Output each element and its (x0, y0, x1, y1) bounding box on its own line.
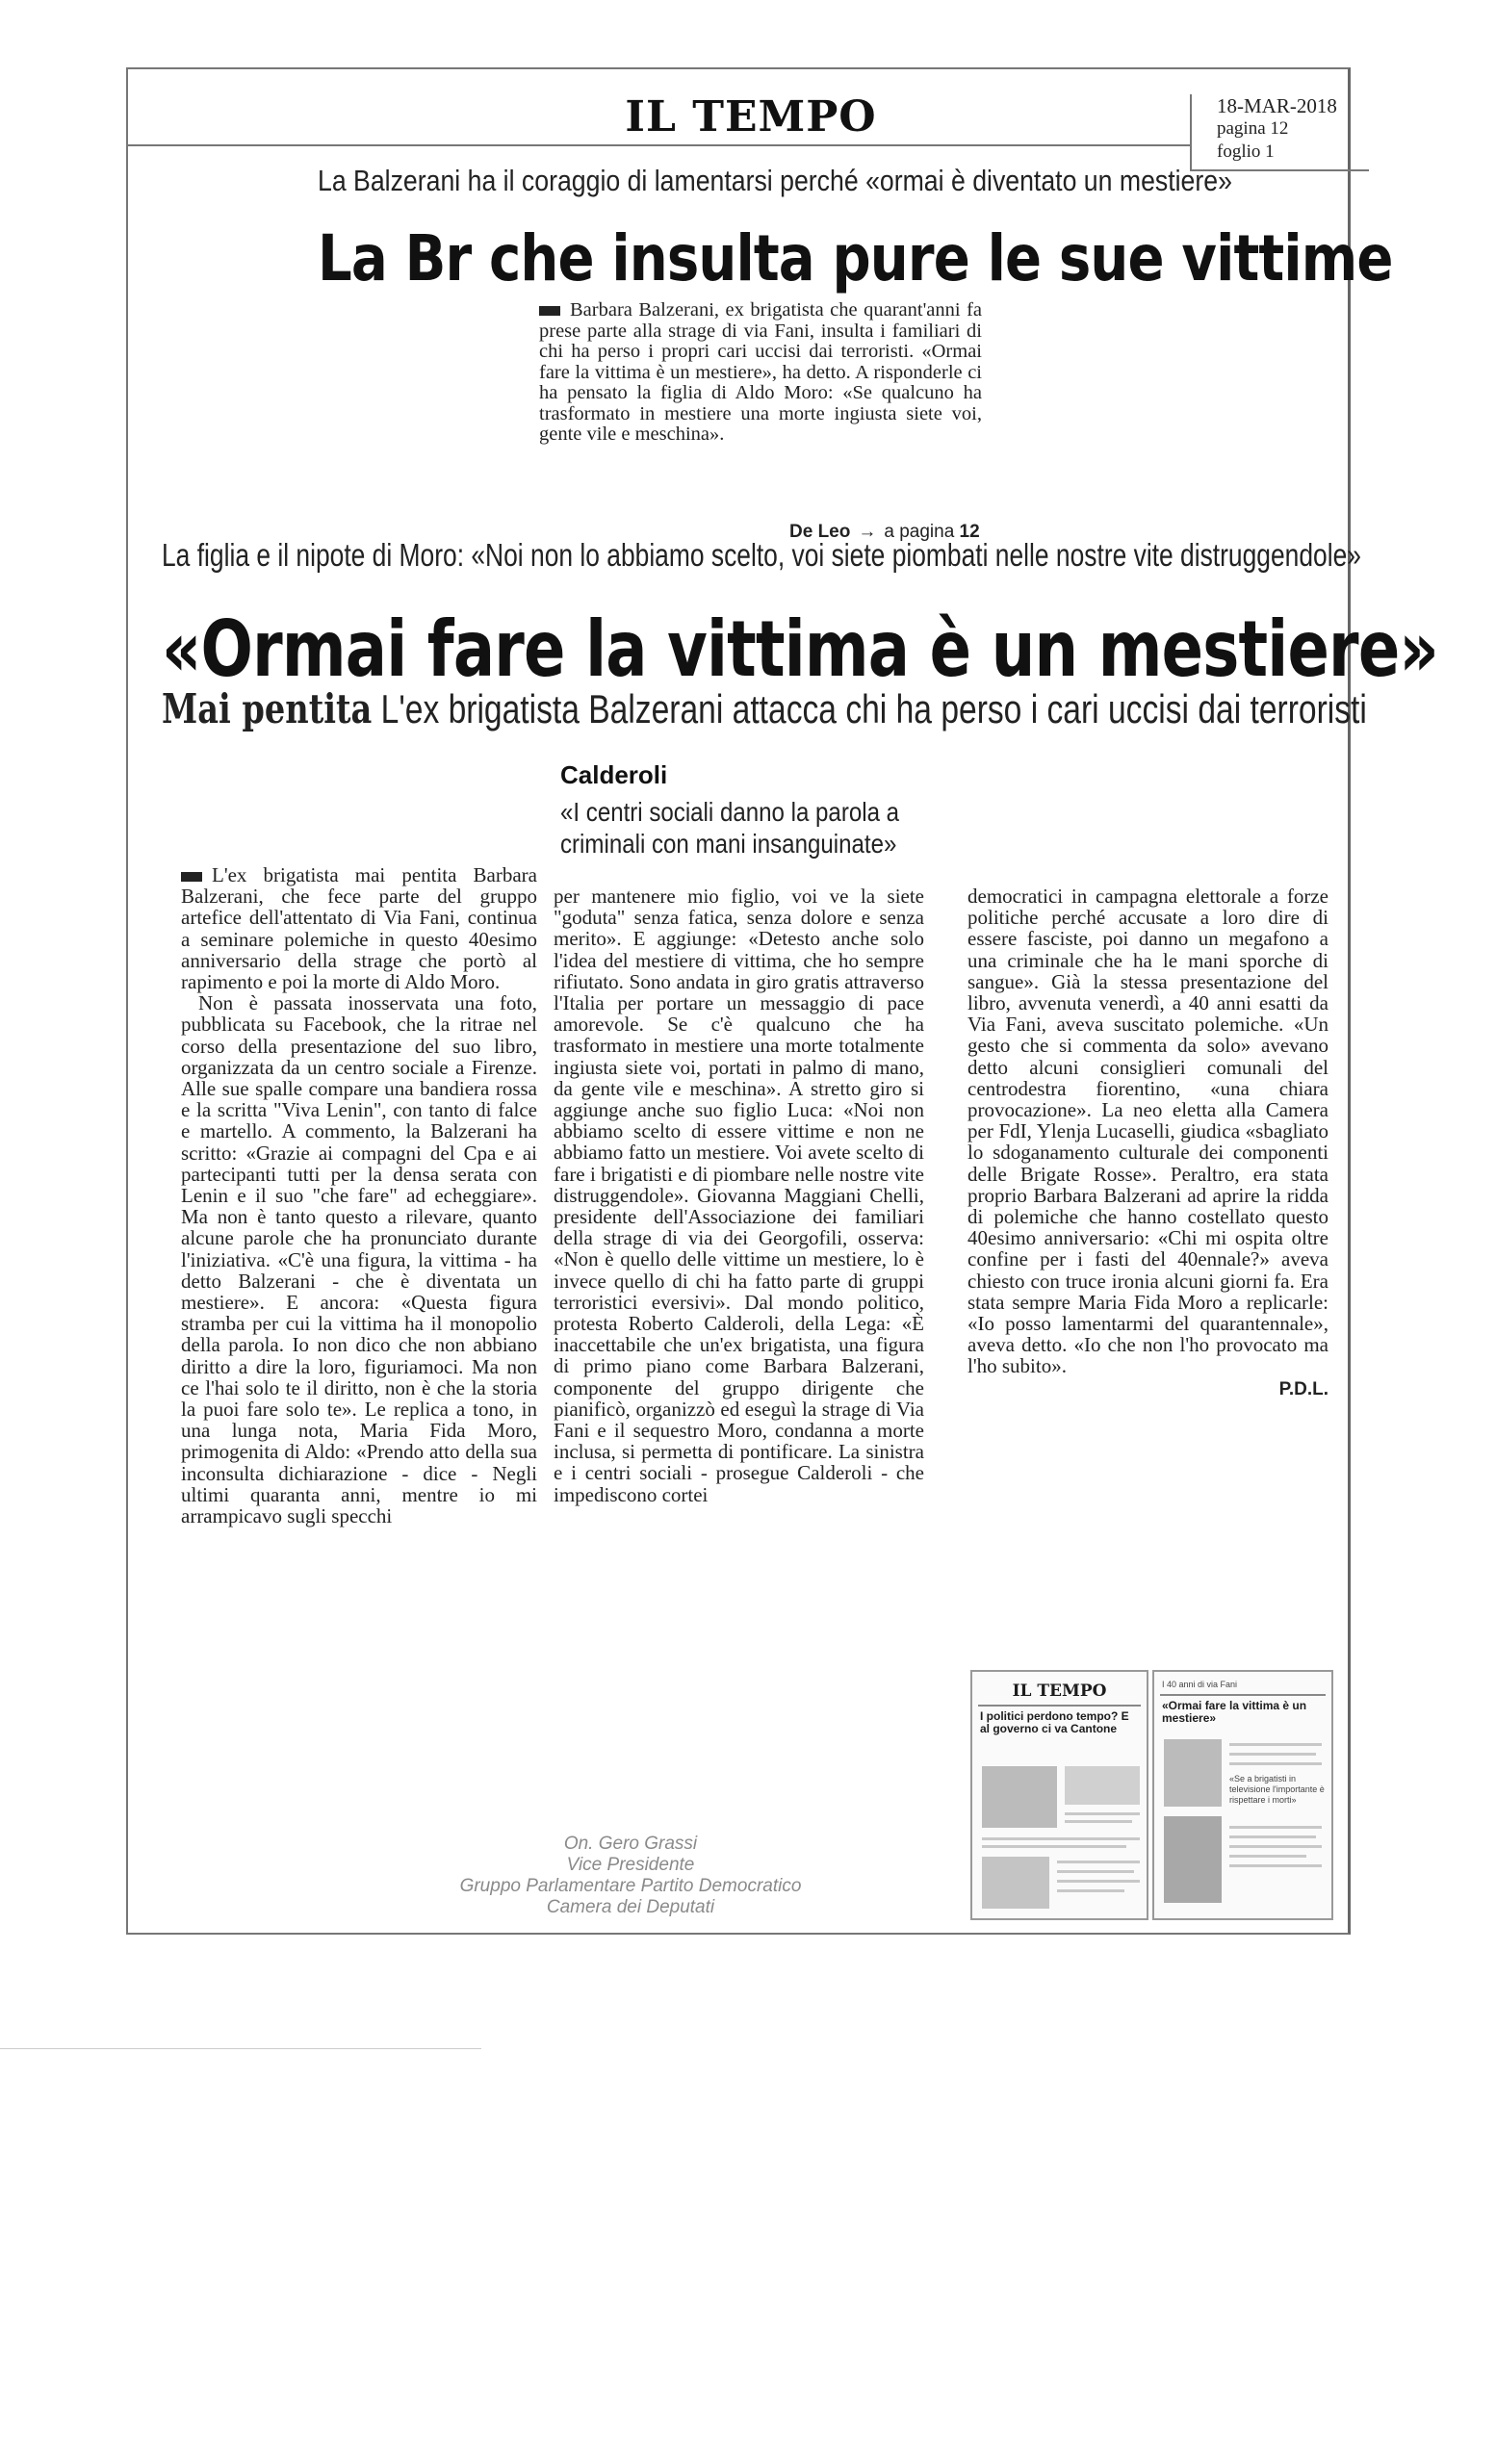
clipping-sheet: foglio 1 (1217, 141, 1275, 162)
paragraph: Non è passata inosservata una foto, pubblicata su Facebook, che la ritrae nel corso della presentazione del suo libro, organizzata da un centro sociale a Firenze. Alle sue spalle compare una bandiera rossa e la scritta "Viva Lenin", con tanto di falce e martello. A commento, la Balzerani ha scritto: «Grazie ai compagni del Cpa e ai partecipanti tutti per la densa serata con Lenin e il suo "che fare" ad echeggiare». Ma non è tanto questo a rilevare, quanto alcune parole che ha pronunciato durante l'iniziativa. «C'è una figura, la vittima - ha detto Balzerani - che è diventata un mestiere». E ancora: «Questa figura stramba per cui la vittima ha il monopolio della parola. Io non dico che non abbiano diritto a dire la loro, figuriamoci. Ma non ce l'hai solo te il diritto, non è che la storia la puoi fare solo te». Le replica a tono, in una lunga nota, Maria Fida Moro, primogenita di Aldo: «Prendo atto della sua inconsulta dichiarazione - dice - Negli ultimi quaranta anni, mentre io mi arrampicavo sugli specchi (181, 991, 537, 1528)
article1-intro (539, 300, 982, 446)
text-line (1229, 1753, 1316, 1756)
text-line (1229, 1743, 1322, 1746)
article1-intro-text: Barbara Balzerani, ex brigatista che quarant'anni fa prese parte alla strage di via Fani, insulta i familiari di chi ha perso i propri cari uccisi dai terroristi. «Ormai fare la vittima è un mestiere», ha detto. A risponderle ci ha pensato la figlia di Aldo Moro: «Se qualcuno ha trasformato in mestiere una morte ingiusta siete voi, gente vile e meschina». (539, 299, 982, 445)
thumbnail-headline: «Ormai fare la vittima è un mestiere» (1162, 1699, 1307, 1725)
divider (1160, 1694, 1326, 1696)
text-line (1229, 1855, 1306, 1858)
bullet-square-icon (539, 306, 560, 316)
page-thumbnail-front (970, 1670, 1148, 1920)
stamp-line: On. Gero Grassi (563, 1834, 698, 1854)
pullquote-text: «I centri sociali danno la parola a criminali con mani insanguinate» (560, 797, 900, 859)
article1-ref-page: 12 (959, 522, 980, 542)
text-line (1057, 1889, 1124, 1892)
clipping-page: pagina 12 (1217, 118, 1289, 139)
text-line (1229, 1762, 1322, 1765)
thumbnail-photo (982, 1857, 1049, 1909)
header-rule (126, 144, 1190, 146)
newspaper-masthead: IL TEMPO (625, 92, 877, 141)
deputy-stamp (428, 1834, 833, 1918)
thumbnail-kicker: I 40 anni di via Fani (1162, 1680, 1238, 1689)
article-column-3 (967, 886, 1328, 1400)
stamp-line: Gruppo Parlamentare Partito Democratico (459, 1876, 802, 1896)
thumbnail-masthead: IL TEMPO (1012, 1681, 1107, 1701)
text-line (1057, 1861, 1140, 1863)
text-line (1229, 1864, 1322, 1867)
thumbnail-headline: I politici perdono tempo? E al governo ci va Cantone (980, 1709, 1129, 1735)
text-line (1057, 1870, 1134, 1873)
article-signature: P.D.L. (1278, 1378, 1328, 1399)
divider (978, 1705, 1141, 1707)
article1-ref-prefix: a pagina (884, 522, 955, 542)
thumbnail-quote: «Se a brigatisti in televisione l'importante è rispettare i morti» (1229, 1774, 1325, 1805)
thumbnail-photo (1065, 1766, 1140, 1805)
arrow-right-icon: → (858, 522, 877, 542)
thumbnail-photo (1164, 1739, 1222, 1807)
article2-kicker: La figlia e il nipote di Moro: «Noi non lo abbiamo scelto, voi siete piombati nelle nostre vite distruggendole» (162, 537, 1361, 573)
stamp-line: Vice Presidente (566, 1855, 695, 1875)
clipping-meta (1190, 94, 1369, 171)
article1-byline: De Leo (789, 522, 851, 542)
paragraph (181, 864, 537, 992)
text-line (1065, 1812, 1140, 1815)
article1-title: La Br che insulta pure le sue vittime (318, 221, 1393, 295)
paragraph: per mantenere mio figlio, voi ve la siete "goduta" senza fatica, senza dolore e senza merito». E aggiunge: «Detesto anche solo l'idea del mestiere di vittima, che ho sempre rifiutato. Sono andata in giro gratis attraverso l'Italia per portare un messaggio di pace amorevole. Se c'è qualcuno che ha trasformato in mestiere una morte totalmente ingiusta siete voi, portati in palmo di mano, da gente vile e meschina». A stretto giro si aggiunge anche suo figlio Luca: «Noi non abbiamo scelto di essere vittime e non ne abbiamo fatto un mestiere. Voi avete scelto di fare i brigatisti e di piombare nelle nostre vite distruggendole». Giovanna Maggiani Chelli, presidente dell'Associazione dei familiari della strage di via dei Georgofili, osserva: «Non è quello delle vittime un mestiere, lo è invece quello di chi ha fatto parte di gruppi terroristici eversivi». Dal mondo politico, protesta Roberto Calderoli, della Lega: «È inaccettabile che un'ex brigatista, una figura di primo piano come Barbara Balzerani, componente del gruppo dirigente che pianificò, organizzò ed eseguì la strage di Via Fani e il sequestro Moro, condanna a morte inclusa, si permetta di pontificare. La sinistra e i centri sociali - prosegue Calderoli - che impediscono cortei (554, 885, 924, 1506)
scan-edge-line (0, 2048, 481, 2049)
text-line (982, 1845, 1126, 1848)
article2-subtitle-bold: Mai pentita (162, 685, 373, 732)
thumbnail-photo (982, 1766, 1057, 1828)
article1-kicker: La Balzerani ha il coraggio di lamentarsi perché «ormai è diventato un mestiere» (318, 164, 1232, 197)
bullet-square-icon (181, 872, 202, 882)
article2-title: «Ormai fare la vittima è un mestiere» (162, 604, 1438, 694)
text-line (1229, 1845, 1322, 1848)
page-thumbnail-article (1152, 1670, 1333, 1920)
clipping-date: 18-MAR-2018 (1217, 94, 1337, 117)
paragraph: democratici in campagna elettorale a forze politiche perché accusate a loro dire di essere fasciste, poi danno un megafono a una criminale che ha le mani sporche di sangue». Già la stessa presentazione del libro, avvenuta venerdì, a 40 anni esatti da Via Fani, aveva suscitato polemiche. «Un gesto che si commenta da solo» avevano detto alcuni consiglieri comunali del centrodestra fiorentino, «una chiara provocazione». La neo eletta alla Camera per FdI, Ylenja Lucaselli, giudica «sbagliato lo sdoganamento culturale dei componenti delle Brigate Rosse». Peraltro, era stata proprio Barbara Balzerani ad aprire la ridda di polemiche che hanno costellato questo 40esimo anniversario: «Chi mi ospita oltre confine per i fasti del 40ennale?» aveva chiesto con truce ironia alcuni giorni fa. Era stata sempre Maria Fida Moro a replicarle: «Io posso lamentarmi del quarantennale», aveva detto. «Io che non l'ho provocato ma l'ho subito». (967, 885, 1328, 1378)
thumbnail-photo (1164, 1816, 1222, 1903)
article2-subtitle (162, 685, 1367, 732)
text-line (982, 1837, 1140, 1840)
paragraph-text: L'ex brigatista mai pentita Barbara Balzerani, che fece parte del gruppo artefice dell'attentato di Via Fani, continua a seminare polemiche in questo 40esimo anniversario della strage che portò al rapimento e poi la morte di Aldo Moro. (181, 863, 537, 994)
text-line (1229, 1826, 1322, 1829)
article2-subtitle-text: L'ex brigatista Balzerani attacca chi ha perso i cari uccisi dai terroristi (380, 686, 1367, 732)
article-column-1 (181, 864, 537, 1527)
text-line (1229, 1835, 1316, 1838)
text-line (1065, 1820, 1132, 1823)
stamp-line: Camera dei Deputati (546, 1897, 715, 1917)
pullquote-name: Calderoli (560, 760, 668, 789)
article-column-2 (554, 886, 924, 1505)
text-line (1057, 1880, 1140, 1883)
